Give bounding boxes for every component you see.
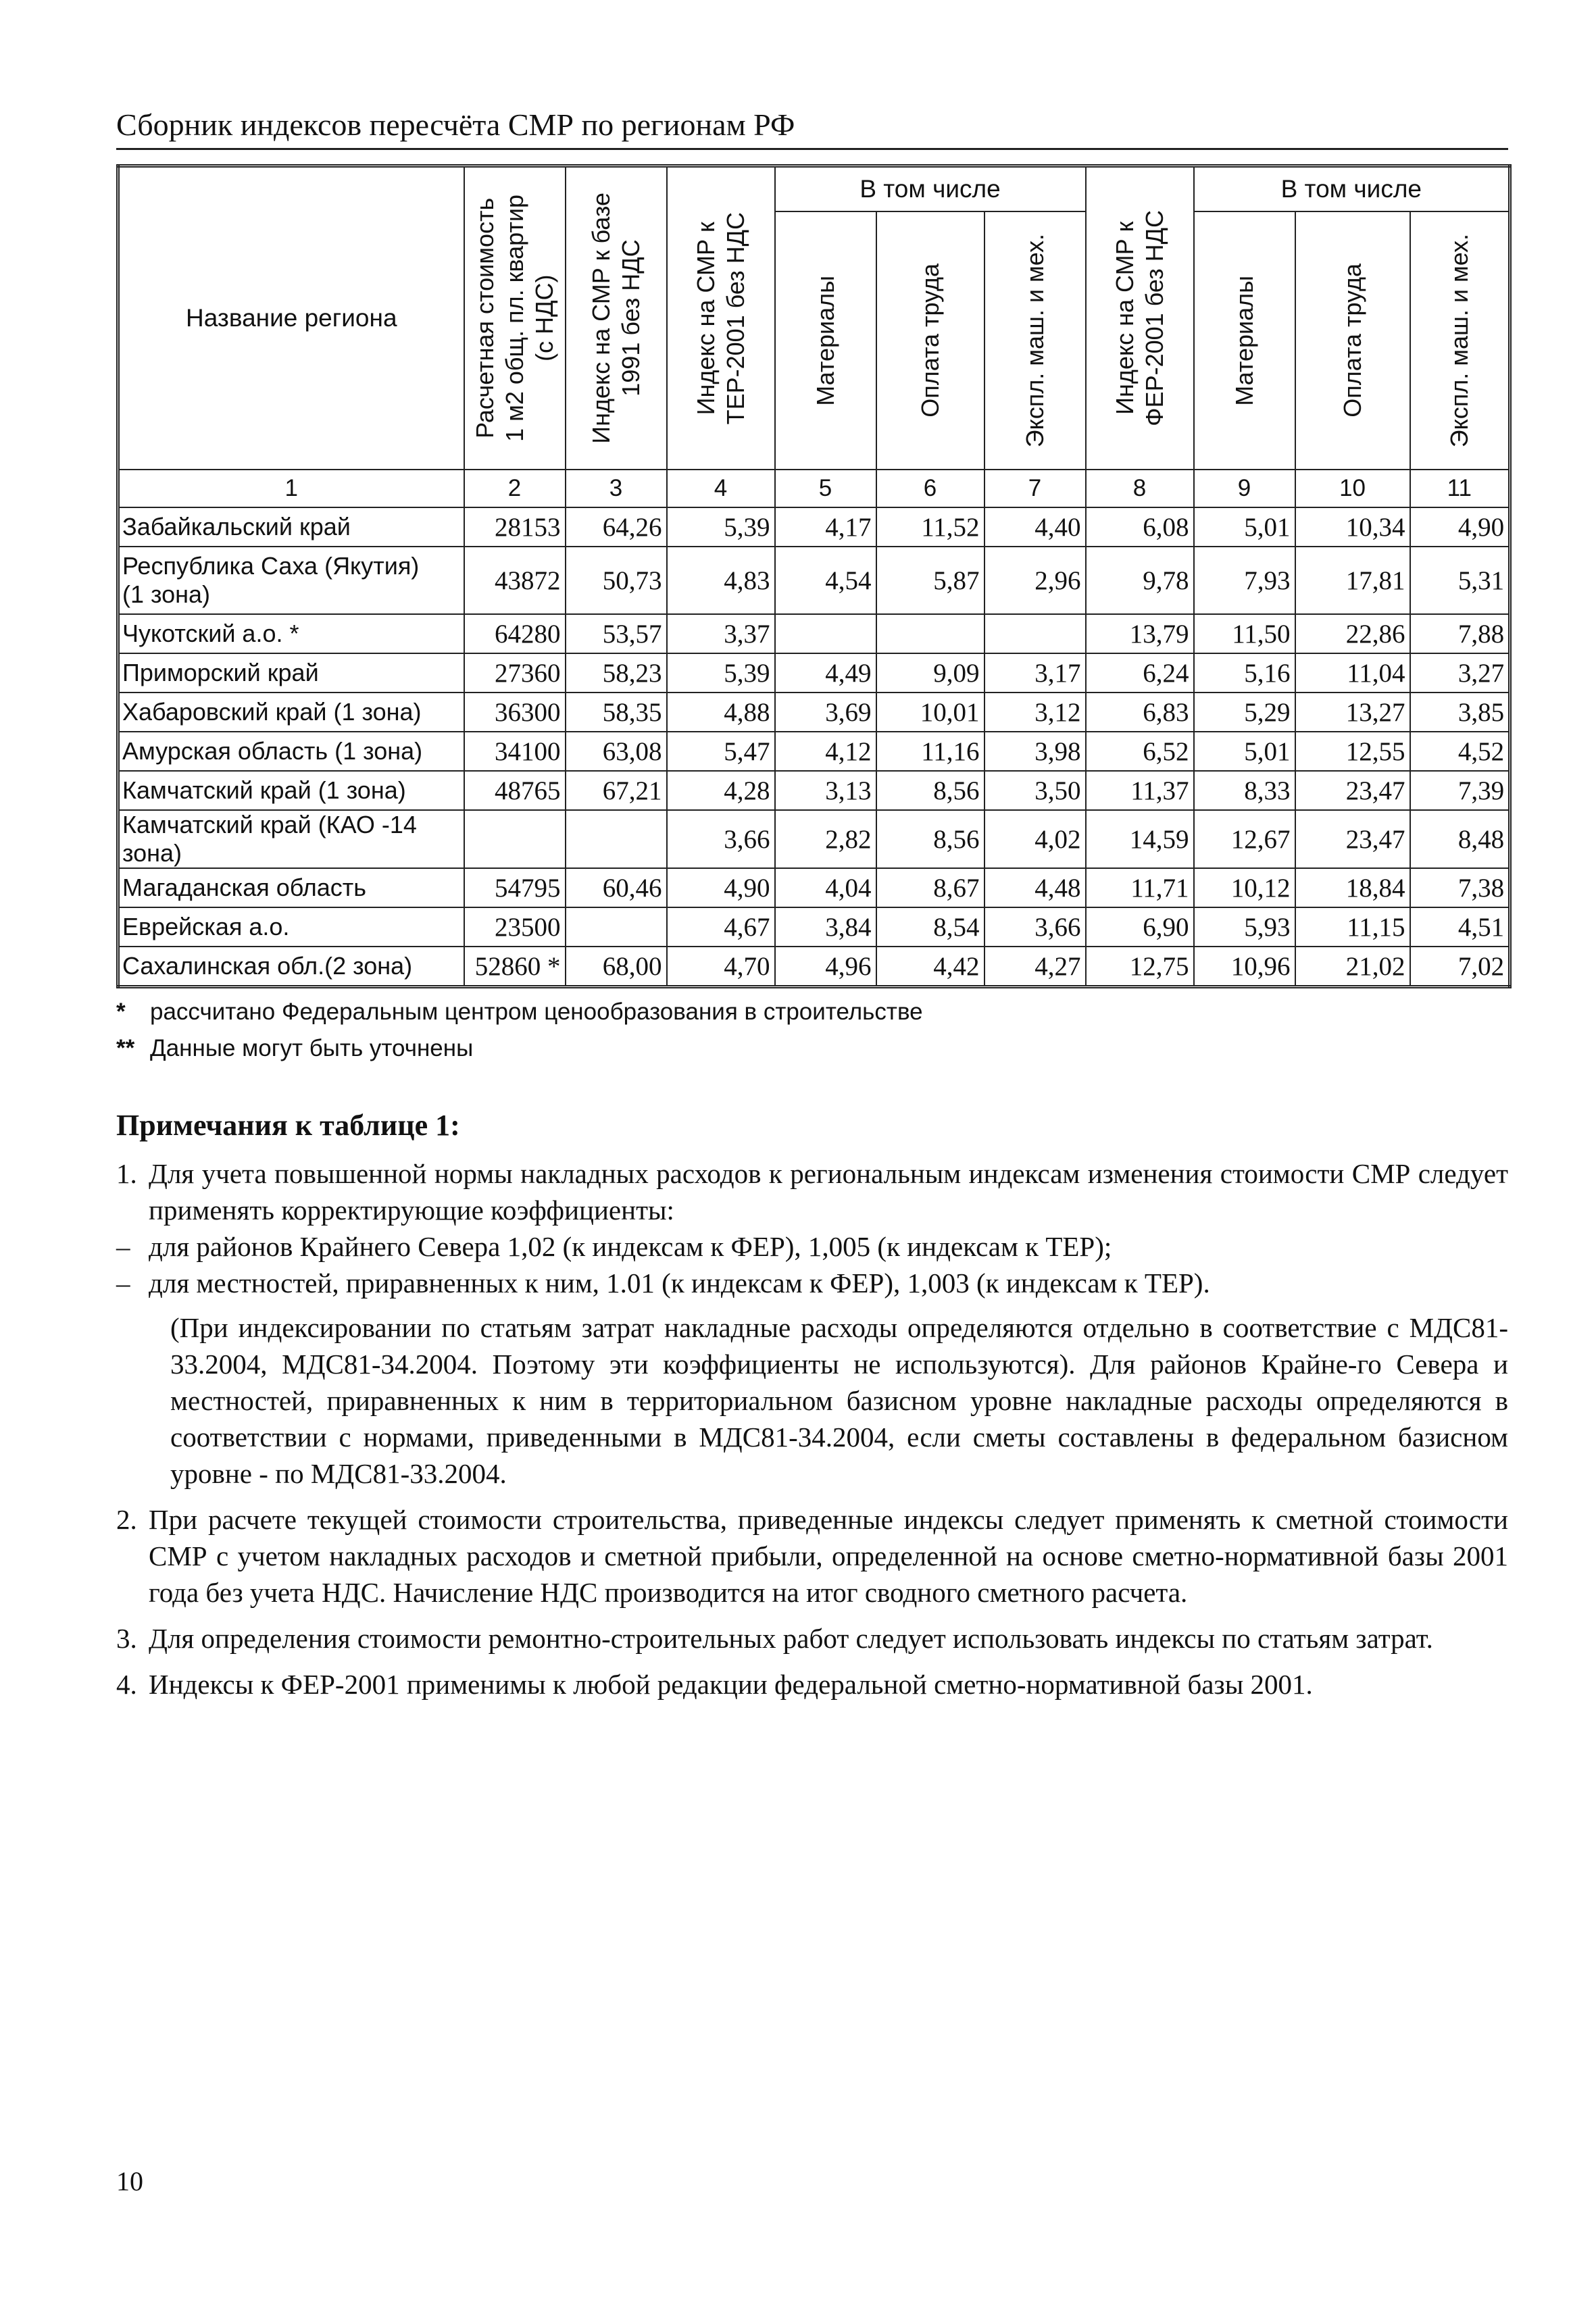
value-cell: 52860 * bbox=[464, 947, 566, 987]
value-cell: 11,16 bbox=[876, 732, 984, 771]
value-cell: 5,16 bbox=[1194, 653, 1295, 693]
column-number: 11 bbox=[1410, 470, 1510, 507]
note-dash-item bbox=[116, 1265, 1508, 1301]
value-cell: 4,27 bbox=[984, 947, 1086, 987]
value-cell: 2,82 bbox=[775, 810, 876, 868]
value-cell: 3,27 bbox=[1410, 653, 1510, 693]
footnote-mark: ** bbox=[116, 1035, 135, 1061]
region-name: Еврейская а.о. bbox=[118, 907, 464, 947]
regional-index-table bbox=[116, 164, 1512, 988]
column-number: 10 bbox=[1295, 470, 1410, 507]
note-dash-item bbox=[116, 1228, 1508, 1265]
value-cell: 5,39 bbox=[667, 507, 775, 547]
value-cell: 4,02 bbox=[984, 810, 1086, 868]
region-name: Магаданская область bbox=[118, 868, 464, 907]
value-cell: 11,71 bbox=[1086, 868, 1194, 907]
value-cell: 11,15 bbox=[1295, 907, 1410, 947]
value-cell: 10,01 bbox=[876, 693, 984, 732]
value-cell: 4,17 bbox=[775, 507, 876, 547]
value-cell: 5,01 bbox=[1194, 507, 1295, 547]
value-cell: 53,57 bbox=[566, 614, 667, 653]
region-name: Приморский край bbox=[118, 653, 464, 693]
value-cell: 11,37 bbox=[1086, 771, 1194, 810]
value-cell: 23500 bbox=[464, 907, 566, 947]
value-cell: 9,78 bbox=[1086, 547, 1194, 614]
value-cell bbox=[984, 614, 1086, 653]
value-cell: 5,01 bbox=[1194, 732, 1295, 771]
value-cell: 8,48 bbox=[1410, 810, 1510, 868]
value-cell: 5,93 bbox=[1194, 907, 1295, 947]
value-cell: 8,56 bbox=[876, 771, 984, 810]
value-cell: 43872 bbox=[464, 547, 566, 614]
value-cell: 64280 bbox=[464, 614, 566, 653]
table-row bbox=[118, 547, 1510, 614]
note-text: для районов Крайнего Севера 1,02 (к индексам к ФЕР), 1,005 (к индексам к ТЕР); bbox=[149, 1231, 1112, 1262]
value-cell: 13,79 bbox=[1086, 614, 1194, 653]
note-item bbox=[116, 1155, 1508, 1228]
value-cell: 50,73 bbox=[566, 547, 667, 614]
value-cell: 11,04 bbox=[1295, 653, 1410, 693]
note-item bbox=[116, 1666, 1508, 1703]
column-header: Индекс на СМР к ФЕР-2001 без НДС bbox=[1086, 166, 1194, 470]
value-cell: 11,50 bbox=[1194, 614, 1295, 653]
column-number: 3 bbox=[566, 470, 667, 507]
value-cell: 6,24 bbox=[1086, 653, 1194, 693]
column-number: 4 bbox=[667, 470, 775, 507]
footnote-mark: * bbox=[116, 999, 126, 1025]
column-header: Оплата труда bbox=[1295, 211, 1410, 470]
value-cell: 5,39 bbox=[667, 653, 775, 693]
region-name: Амурская область (1 зона) bbox=[118, 732, 464, 771]
table-body bbox=[118, 507, 1510, 987]
footnote-text: рассчитано Федеральным центром ценообразования в строительстве bbox=[150, 999, 923, 1025]
value-cell: 3,66 bbox=[984, 907, 1086, 947]
table-row bbox=[118, 732, 1510, 771]
column-number: 8 bbox=[1086, 470, 1194, 507]
value-cell: 5,87 bbox=[876, 547, 984, 614]
value-cell: 6,83 bbox=[1086, 693, 1194, 732]
value-cell: 8,67 bbox=[876, 868, 984, 907]
value-cell bbox=[876, 614, 984, 653]
value-cell: 8,56 bbox=[876, 810, 984, 868]
value-cell: 58,35 bbox=[566, 693, 667, 732]
column-header: Индекс на СМР к ТЕР-2001 без НДС bbox=[667, 166, 775, 470]
value-cell: 3,17 bbox=[984, 653, 1086, 693]
value-cell: 4,52 bbox=[1410, 732, 1510, 771]
value-cell: 12,75 bbox=[1086, 947, 1194, 987]
value-cell: 10,34 bbox=[1295, 507, 1410, 547]
value-cell: 3,50 bbox=[984, 771, 1086, 810]
dash-mark: – bbox=[116, 1231, 130, 1262]
region-name: Забайкальский край bbox=[118, 507, 464, 547]
value-cell: 68,00 bbox=[566, 947, 667, 987]
value-cell: 4,04 bbox=[775, 868, 876, 907]
value-cell: 10,96 bbox=[1194, 947, 1295, 987]
value-cell: 6,90 bbox=[1086, 907, 1194, 947]
region-name: Камчатский край (КАО -14 зона) bbox=[118, 810, 464, 868]
column-header: Материалы bbox=[775, 211, 876, 470]
column-header: Экспл. маш. и мех. bbox=[1410, 211, 1510, 470]
note-text: для местностей, приравненных к ним, 1.01 (к индексам к ФЕР), 1,003 (к индексам к ТЕР). bbox=[149, 1267, 1210, 1299]
value-cell: 14,59 bbox=[1086, 810, 1194, 868]
table-row bbox=[118, 693, 1510, 732]
value-cell: 6,52 bbox=[1086, 732, 1194, 771]
value-cell: 4,48 bbox=[984, 868, 1086, 907]
note-paragraph: (При индексировании по статьям затрат накладные расходы определяются отдельно в соответствие с МДС81-33.2004, МДС81-34.2004. Поэтому эти коэффициенты не используются). Для районов Крайне-го Севера и местностей, приравненных к ним в территориальном базисном уровне накладные расходы определяются в соответствии с нормами, приведенными в МДС81-34.2004, если сметы составлены в федеральном базисном уровне - по МДС81-33.2004. bbox=[170, 1312, 1508, 1489]
value-cell: 67,21 bbox=[566, 771, 667, 810]
value-cell: 12,67 bbox=[1194, 810, 1295, 868]
value-cell: 6,08 bbox=[1086, 507, 1194, 547]
table-row bbox=[118, 771, 1510, 810]
column-numbers-row bbox=[118, 470, 1510, 507]
table-row bbox=[118, 614, 1510, 653]
value-cell: 23,47 bbox=[1295, 771, 1410, 810]
value-cell: 7,39 bbox=[1410, 771, 1510, 810]
column-number: 5 bbox=[775, 470, 876, 507]
value-cell: 2,96 bbox=[984, 547, 1086, 614]
column-number: 6 bbox=[876, 470, 984, 507]
table-row bbox=[118, 507, 1510, 547]
region-name: Сахалинская обл.(2 зона) bbox=[118, 947, 464, 987]
table-row bbox=[118, 868, 1510, 907]
group-header: В том числе bbox=[775, 166, 1086, 212]
region-column-header: Название региона bbox=[118, 166, 464, 470]
value-cell: 7,88 bbox=[1410, 614, 1510, 653]
table-row bbox=[118, 653, 1510, 693]
note-number: 3. bbox=[116, 1623, 137, 1654]
value-cell: 18,84 bbox=[1295, 868, 1410, 907]
value-cell: 27360 bbox=[464, 653, 566, 693]
value-cell: 8,33 bbox=[1194, 771, 1295, 810]
value-cell: 7,38 bbox=[1410, 868, 1510, 907]
table-row bbox=[118, 947, 1510, 987]
column-header: Расчетная стоимость 1 м2 общ. пл. квартир (с НДС) bbox=[464, 166, 566, 470]
notes-section bbox=[116, 1155, 1508, 1703]
footnote bbox=[116, 999, 923, 1026]
dash-mark: – bbox=[116, 1267, 130, 1299]
value-cell bbox=[566, 907, 667, 947]
column-header: Оплата труда bbox=[876, 211, 984, 470]
table-row bbox=[118, 810, 1510, 868]
value-cell: 3,37 bbox=[667, 614, 775, 653]
region-name: Камчатский край (1 зона) bbox=[118, 771, 464, 810]
value-cell: 4,51 bbox=[1410, 907, 1510, 947]
value-cell: 11,52 bbox=[876, 507, 984, 547]
value-cell: 5,29 bbox=[1194, 693, 1295, 732]
note-item bbox=[116, 1501, 1508, 1611]
region-name: Чукотский а.о. * bbox=[118, 614, 464, 653]
value-cell: 64,26 bbox=[566, 507, 667, 547]
note-text: Для учета повышенной нормы накладных расходов к региональным индексам изменения стоимости СМР следует применять корректирующие коэффициенты: bbox=[149, 1158, 1508, 1226]
value-cell: 7,93 bbox=[1194, 547, 1295, 614]
value-cell: 28153 bbox=[464, 507, 566, 547]
value-cell: 13,27 bbox=[1295, 693, 1410, 732]
value-cell bbox=[775, 614, 876, 653]
value-cell: 21,02 bbox=[1295, 947, 1410, 987]
region-name: Республика Саха (Якутия) (1 зона) bbox=[118, 547, 464, 614]
footnote bbox=[116, 1035, 473, 1062]
value-cell: 4,90 bbox=[1410, 507, 1510, 547]
table-row bbox=[118, 907, 1510, 947]
note-text: Для определения стоимости ремонтно-строительных работ следует использовать индексы по статьям затрат. bbox=[149, 1623, 1433, 1654]
value-cell: 10,12 bbox=[1194, 868, 1295, 907]
value-cell: 4,67 bbox=[667, 907, 775, 947]
value-cell: 4,12 bbox=[775, 732, 876, 771]
note-number: 4. bbox=[116, 1669, 137, 1700]
column-number: 7 bbox=[984, 470, 1086, 507]
value-cell bbox=[464, 810, 566, 868]
value-cell: 23,47 bbox=[1295, 810, 1410, 868]
note-number: 2. bbox=[116, 1504, 137, 1535]
value-cell: 3,84 bbox=[775, 907, 876, 947]
column-header: Экспл. маш. и мех. bbox=[984, 211, 1086, 470]
value-cell: 17,81 bbox=[1295, 547, 1410, 614]
value-cell: 3,13 bbox=[775, 771, 876, 810]
value-cell: 4,42 bbox=[876, 947, 984, 987]
value-cell: 9,09 bbox=[876, 653, 984, 693]
page-header: Сборник индексов пересчёта СМР по регионам РФ bbox=[116, 105, 1508, 150]
value-cell: 4,96 bbox=[775, 947, 876, 987]
value-cell: 5,31 bbox=[1410, 547, 1510, 614]
value-cell: 4,49 bbox=[775, 653, 876, 693]
value-cell: 4,40 bbox=[984, 507, 1086, 547]
value-cell: 60,46 bbox=[566, 868, 667, 907]
value-cell: 3,85 bbox=[1410, 693, 1510, 732]
note-text: Индексы к ФЕР-2001 применимы к любой редакции федеральной сметно-нормативной базы 2001. bbox=[149, 1669, 1313, 1700]
value-cell: 58,23 bbox=[566, 653, 667, 693]
value-cell: 3,69 bbox=[775, 693, 876, 732]
column-number: 2 bbox=[464, 470, 566, 507]
value-cell: 4,88 bbox=[667, 693, 775, 732]
column-number: 9 bbox=[1194, 470, 1295, 507]
column-header: Материалы bbox=[1194, 211, 1295, 470]
value-cell: 34100 bbox=[464, 732, 566, 771]
value-cell: 3,66 bbox=[667, 810, 775, 868]
note-number: 1. bbox=[116, 1158, 137, 1189]
value-cell: 4,83 bbox=[667, 547, 775, 614]
group-header: В том числе bbox=[1194, 166, 1510, 212]
region-name: Хабаровский край (1 зона) bbox=[118, 693, 464, 732]
value-cell: 54795 bbox=[464, 868, 566, 907]
column-number: 1 bbox=[118, 470, 464, 507]
value-cell: 36300 bbox=[464, 693, 566, 732]
value-cell: 12,55 bbox=[1295, 732, 1410, 771]
value-cell: 3,12 bbox=[984, 693, 1086, 732]
value-cell: 8,54 bbox=[876, 907, 984, 947]
column-header: Индекс на СМР к базе 1991 без НДС bbox=[566, 166, 667, 470]
value-cell: 48765 bbox=[464, 771, 566, 810]
page-number: 10 bbox=[116, 2166, 143, 2196]
value-cell: 4,70 bbox=[667, 947, 775, 987]
value-cell: 4,90 bbox=[667, 868, 775, 907]
value-cell: 22,86 bbox=[1295, 614, 1410, 653]
note-text: При расчете текущей стоимости строительства, приведенные индексы следует применять к сметной стоимости СМР с учетом накладных расходов и сметной прибыли, определенной на основе сметно-нормативной базы 2001 года без учета НДС. Начисление НДС производится на итог сводного сметного расчета. bbox=[149, 1504, 1508, 1608]
note-item bbox=[116, 1620, 1508, 1657]
value-cell: 3,98 bbox=[984, 732, 1086, 771]
value-cell: 63,08 bbox=[566, 732, 667, 771]
footnote-text: Данные могут быть уточнены bbox=[150, 1035, 474, 1061]
value-cell: 4,54 bbox=[775, 547, 876, 614]
value-cell: 4,28 bbox=[667, 771, 775, 810]
value-cell bbox=[566, 810, 667, 868]
value-cell: 5,47 bbox=[667, 732, 775, 771]
value-cell: 7,02 bbox=[1410, 947, 1510, 987]
notes-title: Примечания к таблице 1: bbox=[116, 1109, 460, 1142]
